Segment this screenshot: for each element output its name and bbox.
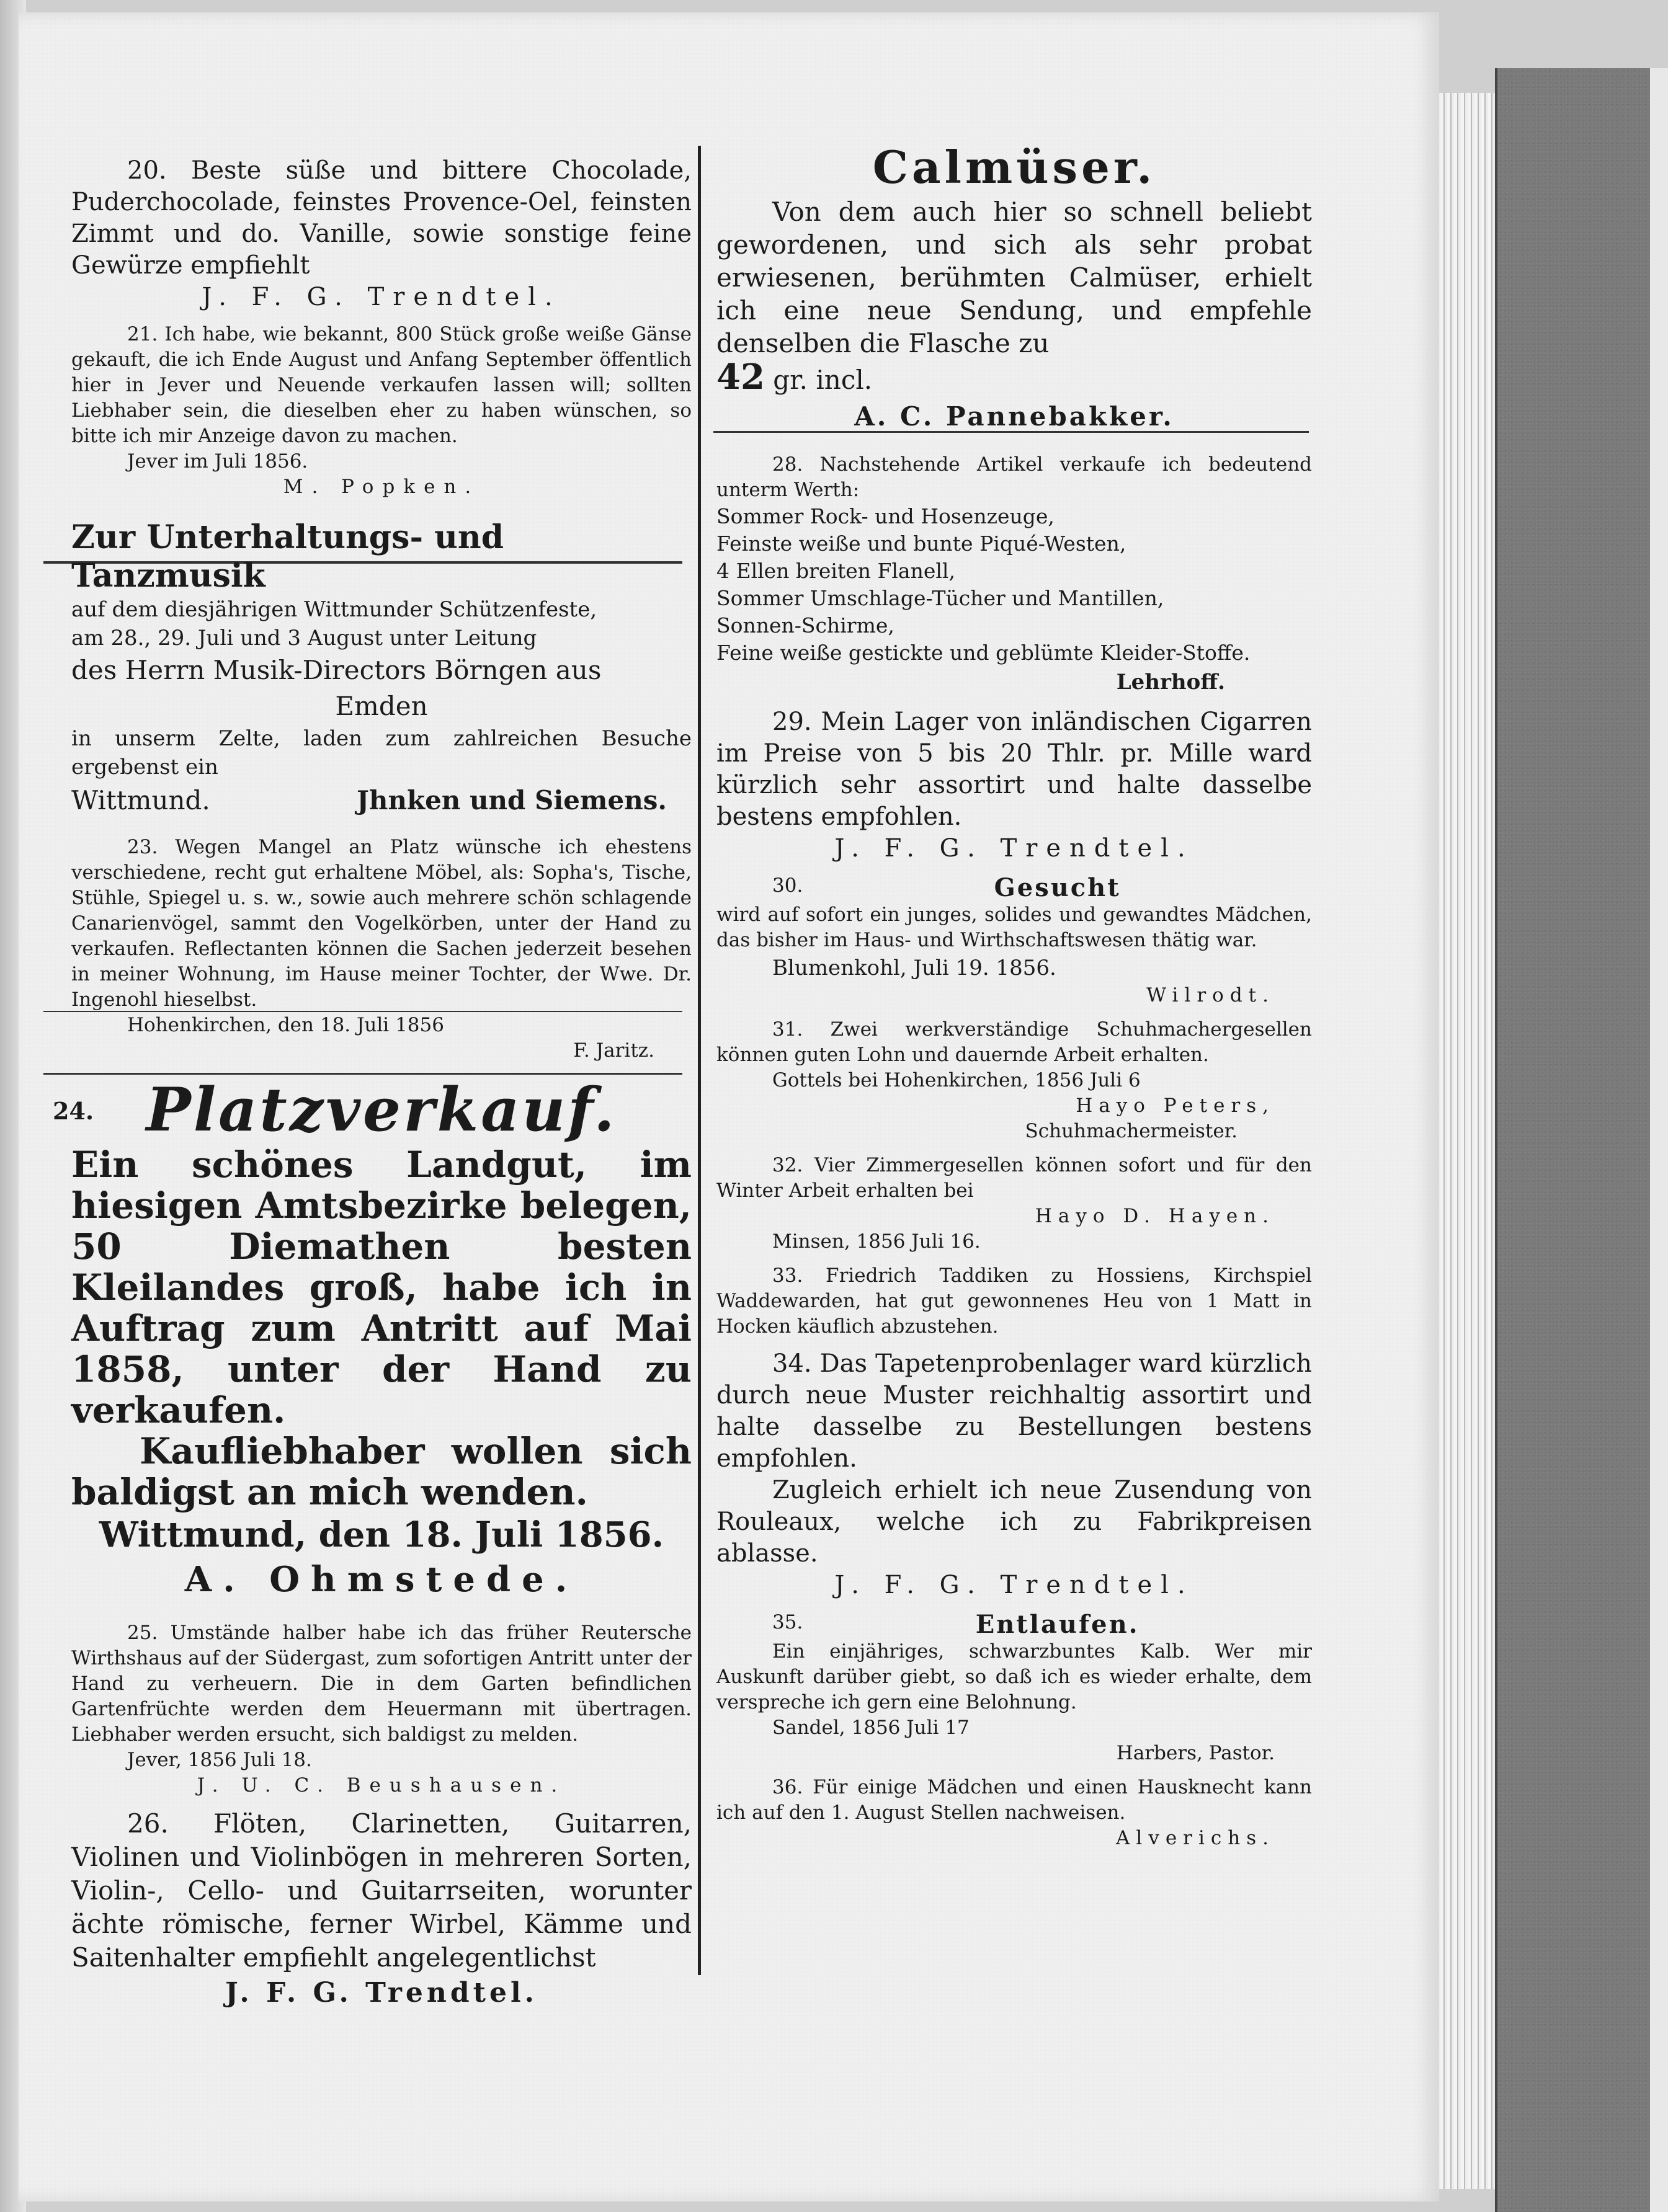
- ad-36-signature: Alverichs.: [1116, 1827, 1275, 1849]
- ad-31-role: Schuhmachermeister.: [1025, 1120, 1238, 1142]
- ad-35-place: Sandel, 1856 Juli 17: [772, 1717, 970, 1739]
- ad-23-signature: F. Jaritz.: [573, 1039, 654, 1062]
- ad-22-signature: Jhnken und Siemens.: [357, 785, 667, 815]
- ad-24-body: Ein schönes Landgut, im hiesigen Amtsbezirke belegen, 50 Diemathen besten Kleilandes groß, habe ich in Auftrag zum Antritt auf Mai 1858, unter der Hand zu verkaufen.: [71, 1144, 692, 1431]
- ad-35-number: 35.: [772, 1611, 803, 1633]
- ad-22-line1: auf dem diesjährigen Wittmunder Schützenfeste,: [71, 597, 597, 622]
- ad-35-text: Ein einjähriges, schwarzbuntes Kalb. Wer mir Auskunft darüber giebt, so daß ich es wieder erhalte, dem verspreche ich gern eine Belohnung.: [716, 1640, 1312, 1713]
- ad-32: [716, 1153, 1312, 1255]
- right-column: [716, 140, 1312, 1860]
- ad-22: [71, 518, 692, 820]
- ad-27-price-line: [716, 357, 1312, 398]
- ad-22-line2: am 28., 29. Juli und 3 August unter Leitung: [71, 626, 537, 651]
- ad-29-text: 29. Mein Lager von inländischen Cigarren im Preise von 5 bis 20 Thlr. pr. Mille ward kürzlich sehr assortirt und halte dasselbe bestens empfohlen.: [716, 708, 1312, 831]
- ad-28-signature: Lehrhoff.: [1116, 670, 1225, 695]
- ad-28-item: Feinste weiße und bunte Piqué-Westen,: [716, 531, 1126, 556]
- ad-31: [716, 1017, 1312, 1144]
- ad-28-intro: 28. Nachstehende Artikel verkaufe ich bedeutend unterm Werth:: [716, 453, 1312, 501]
- ad-32-signature: Hayo D. Hayen.: [1035, 1205, 1275, 1227]
- ad-22-line4: Emden: [335, 691, 428, 721]
- ad-28-item: Sommer Umschlage-Tücher und Mantillen,: [716, 586, 1164, 610]
- ad-30-header: [716, 873, 1312, 902]
- ad-21-text: 21. Ich habe, wie bekannt, 800 Stück große weiße Gänse gekauft, die ich Ende August und Anfang September öffentlich hier in Jever und Neuende verkaufen lassen will; sollten Liebhaber sein, die dieselben eher zu haben wünschen, so bitte ich mir Anzeige davon zu machen.: [71, 323, 692, 447]
- ad-28-item: Sommer Rock- und Hosenzeuge,: [716, 504, 1055, 528]
- ad-32-place: Minsen, 1856 Juli 16.: [772, 1230, 981, 1253]
- ad-25: [71, 1620, 692, 1798]
- left-column: [53, 155, 692, 2020]
- ad-25-place: Jever, 1856 Juli 18.: [127, 1749, 312, 1771]
- ad-28-item: 4 Ellen breiten Flanell,: [716, 559, 955, 583]
- ad-20-text: 20. Beste süße und bittere Chocolade, Puderchocolade, feinstes Provence-Oel, feinsten Zimmt und do. Vanille, sowie sonstige feine Gewürze empfiehlt: [71, 156, 692, 280]
- ad-27-heading: Calmüser.: [872, 141, 1156, 193]
- ad-30-number: 30.: [772, 874, 803, 897]
- ad-27: [716, 140, 1312, 436]
- ad-22-footer: [71, 781, 692, 820]
- ad-25-text: 25. Umstände halber habe ich das früher Reutersche Wirthshaus auf der Südergast, zum sofortigen Antritt unter der Hand zu verheuern. Die in dem Garten befindlichen Gartenfrüchte werden dem Heuermann mit übertragen. Liebhaber werden ersucht, sich baldigst zu melden.: [71, 1622, 692, 1746]
- ad-24-number: 24.: [53, 1097, 94, 1125]
- ad-28: [716, 452, 1312, 698]
- ad-35: [716, 1610, 1312, 1766]
- ad-26-text: 26. Flöten, Clarinetten, Guitarren, Violinen und Violinbögen in mehreren Sorten, Violin-, Cello- und Guitarrseiten, worunter ächte römische, ferner Wirbel, Kämme und Saitenhalter empfiehlt angelegentlichst: [71, 1808, 692, 1973]
- ad-27-text: Von dem auch hier so schnell beliebt gewordenen, und sich als sehr probat erwiesenen, berühmten Calmüser, erhielt ich eine neue Sendung, und empfehle denselben die Flasche zu: [716, 197, 1312, 358]
- ad-20: [71, 155, 692, 313]
- ad-29-signature: J. F. G. Trendtel.: [834, 834, 1194, 863]
- ad-33-text: 33. Friedrich Taddiken zu Hossiens, Kirchspiel Waddewarden, hat gut gewonnenes Heu von 1 Matt in Hocken käuflich abzustehen.: [716, 1264, 1312, 1338]
- ad-24-heading: Platzverkauf.: [146, 1075, 617, 1145]
- ad-36-text: 36. Für einige Mädchen und einen Hausknecht kann ich auf den 1. August Stellen nachweisen.: [716, 1776, 1312, 1824]
- ad-27-signature: A. C. Pannebakker.: [854, 401, 1174, 432]
- ad-35-header: [716, 1610, 1312, 1639]
- ad-32-text: 32. Vier Zimmergesellen können sofort und für den Winter Arbeit erhalten bei: [716, 1154, 1312, 1202]
- ad-25-signature: J. U. C. Beushausen.: [197, 1774, 566, 1797]
- ad-27-price: 42: [716, 357, 765, 398]
- ad-24-signature: A. Ohmstede.: [184, 1559, 579, 1600]
- book-cover: [1495, 68, 1668, 2212]
- ad-30-heading: Gesucht: [994, 873, 1121, 902]
- ad-26-signature: J. F. G. Trendtel.: [225, 1977, 538, 2009]
- ad-28-item: Feine weiße gestickte und geblümte Kleider-Stoffe.: [716, 641, 1251, 665]
- ad-34-text2: Zugleich erhielt ich neue Zusendung von Rouleaux, welche ich zu Fabrikpreisen ablasse.: [716, 1476, 1312, 1568]
- ad-30: [716, 873, 1312, 1008]
- ad-22-line5: in unserm Zelte, laden zum zahlreichen Besuche ergebenst ein: [71, 726, 692, 780]
- ad-29: [716, 706, 1312, 864]
- ad-31-text: 31. Zwei werkverständige Schuhmachergesellen können guten Lohn und dauernde Arbeit erhalten.: [716, 1018, 1312, 1066]
- ad-31-place: Gottels bei Hohenkirchen, 1856 Juli 6: [772, 1069, 1141, 1091]
- ad-22-place: Wittmund.: [71, 785, 210, 815]
- ad-23-place: Hohenkirchen, den 18. Juli 1856: [127, 1014, 444, 1036]
- ad-24: [53, 1075, 692, 1602]
- ad-34: [716, 1348, 1312, 1601]
- ad-36: [716, 1775, 1312, 1851]
- ad-26: [71, 1807, 692, 2012]
- ad-21: [71, 322, 692, 500]
- ad-24-sub: Kaufliebhaber wollen sich baldigst an mich wenden.: [71, 1430, 692, 1513]
- ad-34-signature: J. F. G. Trendtel.: [834, 1571, 1194, 1599]
- ad-35-signature: Harbers, Pastor.: [1116, 1742, 1275, 1764]
- ad-20-signature: J. F. G. Trendtel.: [202, 283, 561, 311]
- ad-31-signature: Hayo Peters,: [1076, 1095, 1275, 1117]
- ad-30-text: wird auf sofort ein junges, solides und gewandtes Mädchen, das bisher im Haus- und Wirthschaftswesen thätig war.: [716, 904, 1312, 951]
- ad-23: [71, 835, 692, 1064]
- newspaper-page: [19, 12, 1439, 2201]
- ad-30-signature: Wilrodt.: [1146, 984, 1275, 1006]
- ad-22-line3: des Herrn Musik-Directors Börngen aus: [71, 655, 602, 685]
- ad-35-heading: Entlaufen.: [975, 1610, 1140, 1639]
- ad-33: [716, 1263, 1312, 1339]
- column-divider: [698, 146, 701, 1975]
- ad-23-text: 23. Wegen Mangel an Platz wünsche ich ehestens verschiedene, recht gut erhaltene Möbel, als: Sopha's, Tische, Stühle, Spiegel u. s. w., sowie auch mehrere schön schlagende Canarienvögel, sammt den Vogelkörben, unter der Hand zu verkaufen. Reflectanten können die Sachen jederzeit besehen in meiner Wohnung, im Hause meiner Tochter, der Wwe. Dr. Ingenohl hieselbst.: [71, 836, 692, 1011]
- ad-30-place: Blumenkohl, Juli 19. 1856.: [772, 956, 1056, 980]
- ad-24-date: Wittmund, den 18. Juli 1856.: [99, 1514, 664, 1555]
- ad-34-text: 34. Das Tapetenprobenlager ward kürzlich durch neue Muster reichhaltig assortirt und halte dasselbe zu Bestellungen bestens empfohlen.: [716, 1349, 1312, 1473]
- ad-28-item: Sonnen-Schirme,: [716, 613, 894, 637]
- ad-21-place: Jever im Juli 1856.: [127, 450, 308, 473]
- book-cover-edge: [1650, 68, 1668, 2212]
- ad-22-heading: Zur Unterhaltungs- und Tanzmusik: [71, 518, 504, 595]
- ad-21-signature: M. Popken.: [283, 476, 480, 498]
- ad-27-price-unit: gr. incl.: [773, 365, 873, 395]
